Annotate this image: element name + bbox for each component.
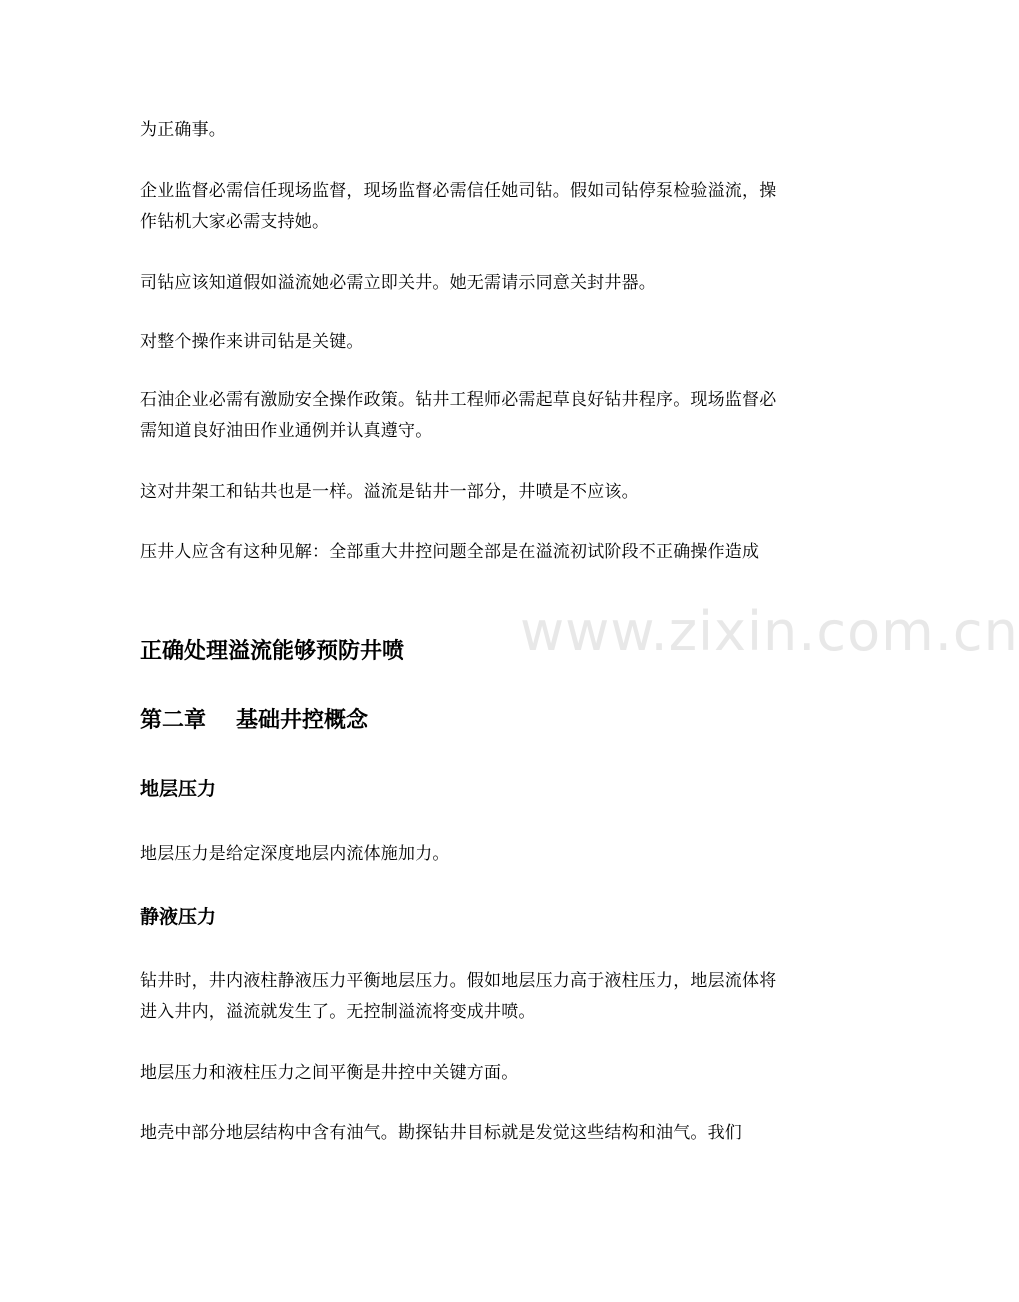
paragraph-2: 企业监督必需信任现场监督，现场监督必需信任她司钻。假如司钻停泵检验溢流，操作钻机大家必需支持她。 — [140, 181, 777, 232]
section-heading-hydrostatic-pressure: 静液压力 — [140, 906, 217, 928]
paragraph-formation-pressure: 地层压力是给定深度地层内流体施加力。 — [140, 844, 450, 864]
paragraph-1: 为正确事。 — [140, 120, 226, 140]
paragraph-hydrostatic-1: 钻井时，井内液柱静液压力平衡地层压力。假如地层压力高于液柱压力，地层流体将进入井内，溢流就发生了。无控制溢流将变成井喷。 — [140, 971, 777, 1022]
paragraph-6: 这对井架工和钻共也是一样。溢流是钻井一部分，井喷是不应该。 — [140, 482, 639, 502]
paragraph-5: 石油企业必需有激励安全操作政策。钻井工程师必需起草良好钻井程序。现场监督必需知道良好油田作业通例并认真遵守。 — [140, 390, 777, 441]
chapter-title: 基础井控概念 — [236, 708, 369, 733]
paragraph-4: 对整个操作来讲司钻是关键。 — [140, 332, 364, 352]
chapter-number: 第二章 — [140, 708, 207, 733]
paragraph-7: 压井人应含有这种见解：全部重大井控问题全部是在溢流初试阶段不正确操作造成 — [140, 542, 760, 562]
main-heading: 正确处理溢流能够预防井喷 — [140, 639, 405, 664]
section-heading-formation-pressure: 地层压力 — [140, 778, 217, 800]
paragraph-hydrostatic-2: 地层压力和液柱压力之间平衡是井控中关键方面。 — [140, 1063, 519, 1083]
chapter-heading — [140, 706, 788, 736]
watermark: www.zixin.com.cn — [520, 600, 1019, 663]
paragraph-3: 司钻应该知道假如溢流她必需立即关井。她无需请示同意关封井器。 — [140, 273, 656, 293]
paragraph-hydrostatic-3: 地壳中部分地层结构中含有油气。勘探钻井目标就是发觉这些结构和油气。我们 — [140, 1123, 742, 1143]
